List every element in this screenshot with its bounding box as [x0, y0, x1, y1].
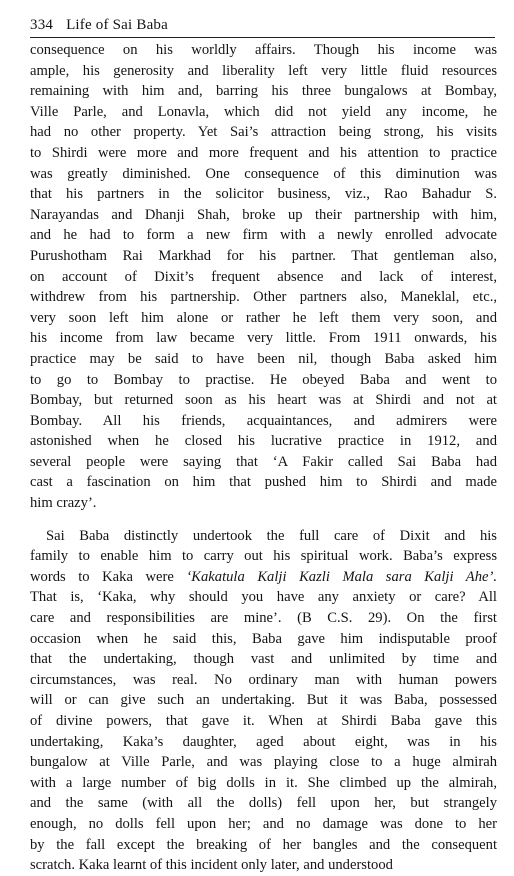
text-line: family to enable him to carry out his spiritual work. Baba’s express — [30, 548, 497, 565]
marathi-quote: ‘Kakatula Kalji Kazli Mala sara Kalji Ahe’. — [186, 568, 497, 585]
text-line: Bombay, but returned soon as his heart was at Shirdi and not at — [30, 392, 497, 409]
text-line: and the same (with all the dolls) fell upon her, but strangely — [30, 795, 497, 812]
text-line: on account of Dixit’s frequent absence and lack of interest, — [30, 268, 497, 285]
text-run-italic: Kakatula Kalji Kazli Mala sara Kalji Ahe’. — [191, 568, 497, 585]
text-line: Narayandas and Dhanji Shah, broke up their partnership with him, — [30, 206, 497, 223]
text-line: his income from law became very little. From 1911 onwards, his — [30, 330, 497, 347]
text-line: Sai Baba distinctly undertook the full care of Dixit and his — [46, 527, 497, 544]
text-line: had no other property. Yet Sai’s attraction being strong, his visits — [30, 124, 497, 141]
text-line: cast a fascination on him that pushed him to Shirdi and made — [30, 474, 497, 491]
text-line: very soon left him alone or rather he left them very soon, and — [30, 309, 497, 326]
paragraph-2 — [30, 526, 497, 876]
text-line: to go to Bombay to practise. He obeyed Baba and went to — [30, 371, 497, 388]
text-line: several people were saying that ‘A Fakir called Sai Baba had — [30, 453, 497, 470]
text-line-with-quote — [30, 567, 497, 588]
running-head — [30, 16, 168, 34]
header-rule — [30, 37, 495, 38]
text-line: to Shirdi were more and more frequent and his attention to practice — [30, 144, 497, 161]
text-line: and he had to form a new firm with a newly enrolled advocate — [30, 227, 497, 244]
text-line: care and responsibilities are mine’. (B C.S. 29). On the first — [30, 610, 497, 627]
text-line: was greatly diminished. One consequence of this diminution was — [30, 165, 497, 182]
text-line: of divine powers, that gave it. When at Shirdi Baba gave this — [30, 713, 497, 729]
text-line: undertaking, Kaka’s daughter, aged about eight, was in his — [30, 733, 497, 750]
text-line: that the undertaking, though vast and unlimited by time and — [30, 651, 497, 668]
text-line: astonished when he closed his lucrative practice in 1912, and — [30, 433, 497, 450]
text-line: Ville Parle, and Lonavla, which did not yield any income, he — [30, 103, 497, 120]
page-number: 334 — [30, 17, 54, 33]
text-line: by the fall except the breaking of her bangles and the consequent — [30, 836, 497, 853]
text-line: ample, his generosity and liberality left very little fluid resources — [30, 62, 497, 79]
text-line: Purushotham Rai Markhad for his partner. That gentleman also, — [30, 247, 497, 264]
text-line: occasion when he said this, Baba gave him indisputable proof — [30, 630, 497, 647]
body-text — [30, 40, 497, 876]
text-line: remaining with him and, barring his three bungalows at Bombay, — [30, 83, 497, 100]
text-line: that his partners in the solicitor business, viz., Rao Bahadur S. — [30, 186, 497, 203]
text-line: practice may be said to have been nil, though Baba asked him — [30, 350, 497, 367]
text-line: bungalow at Ville Parle, and was playing close to a huge almirah — [30, 754, 497, 771]
book-title: Life of Sai Baba — [66, 17, 168, 33]
text-line: will or can give such an undertaking. But it was Baba, possessed — [30, 692, 497, 709]
text-run: words to Kaka were — [30, 568, 174, 585]
text-line: withdrew from his partnership. Other partners also, Maneklal, etc., — [30, 289, 497, 306]
text-line: him crazy’. — [30, 495, 97, 512]
paragraph-1 — [30, 40, 497, 514]
text-line: with a large number of big dolls in it. She climbed up the almirah, — [30, 774, 497, 791]
text-line: scratch. Kaka learnt of this incident only later, and understood — [30, 857, 393, 874]
text-line: circumstances, was real. No ordinary man with human powers — [30, 671, 497, 688]
text-line: consequence on his worldly affairs. Though his income was — [30, 42, 497, 58]
text-line: enough, no dolls fell upon her; and no damage was done to her — [30, 815, 497, 832]
text-line: That is, ‘Kaka, why should you have any anxiety or care? All — [30, 589, 497, 606]
text-line: Bombay. All his friends, acquaintances, and admirers were — [30, 412, 497, 429]
